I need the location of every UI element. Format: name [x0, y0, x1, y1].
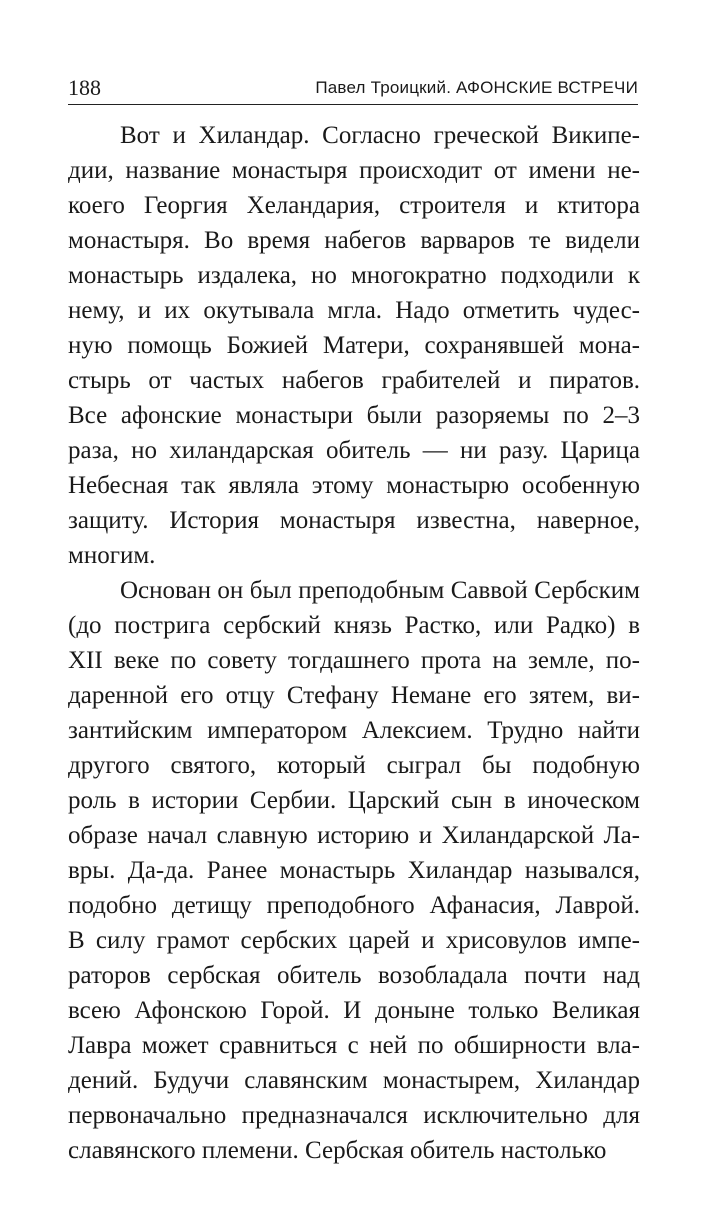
text-line: Лавра может сравниться с ней по обширности вла-	[68, 1032, 640, 1059]
text-line: нему, и их окутывала мгла. Надо отметить чудес-	[68, 297, 640, 324]
text-line: дений. Будучи славянским монастырем, Хиландар	[68, 1067, 640, 1094]
text-line: монастырь издалека, но многократно подходили к	[68, 262, 640, 289]
text-line: подобно детищу преподобного Афанасия, Лаврой.	[68, 892, 640, 919]
paragraph	[68, 118, 640, 573]
text-line: стырь от частых набегов грабителей и пиратов.	[68, 367, 640, 394]
text-line: раторов сербская обитель возобладала почти над	[68, 962, 640, 989]
text-line: роль в истории Сербии. Царский сын в иноческом	[68, 787, 640, 814]
text-line: славянского племени. Сербская обитель настолько	[68, 1137, 607, 1164]
page-number: 188	[68, 75, 101, 100]
text-line: Все афонские монастыри были разоряемы по 2–3	[68, 402, 640, 429]
text-line: XII веке по совету тогдашнего прота на земле, по-	[68, 647, 640, 674]
text-line: раза, но хиландарская обитель — ни разу. Царица	[68, 437, 640, 464]
text-line: ную помощь Божией Матери, сохранявшей мона-	[68, 332, 640, 359]
text-line: Небесная так являла этому монастырю особенную	[68, 472, 640, 499]
text-line: другого святого, который сыграл бы подобную	[68, 752, 640, 779]
body-text	[68, 118, 640, 1168]
text-line: защиту. История монастыря известна, наверное,	[68, 507, 640, 534]
text-line: дии, название монастыря происходит от имени не-	[68, 157, 640, 184]
text-line: образе начал славную историю и Хиландарской Ла-	[68, 822, 640, 849]
text-line: зантийским императором Алексием. Трудно найти	[68, 717, 640, 744]
text-line: даренной его отцу Стефану Немане его зятем, ви-	[68, 682, 640, 709]
text-line: (до пострига сербский князь Растко, или Радко) в	[68, 612, 640, 639]
text-line: многим.	[68, 542, 156, 569]
text-line: первоначально предназначался исключительно для	[68, 1102, 640, 1129]
text-line: вры. Да-да. Ранее монастырь Хиландар назывался,	[68, 857, 640, 884]
paragraph	[68, 573, 640, 1168]
running-title: Павел Троицкий. АФОНСКИЕ ВСТРЕЧИ	[315, 78, 638, 97]
running-header	[68, 74, 638, 105]
text-line: В силу грамот сербских царей и хрисовулов импе-	[68, 927, 640, 954]
text-line: Основан он был преподобным Саввой Сербским	[120, 577, 640, 604]
text-line: монастыря. Во время набегов варваров те видели	[68, 227, 640, 254]
text-line: Вот и Хиландар. Согласно греческой Википе-	[120, 122, 640, 149]
text-line: коего Георгия Хеландария, строителя и ктитора	[68, 192, 640, 219]
text-line: всею Афонскою Горой. И доныне только Великая	[68, 997, 640, 1024]
